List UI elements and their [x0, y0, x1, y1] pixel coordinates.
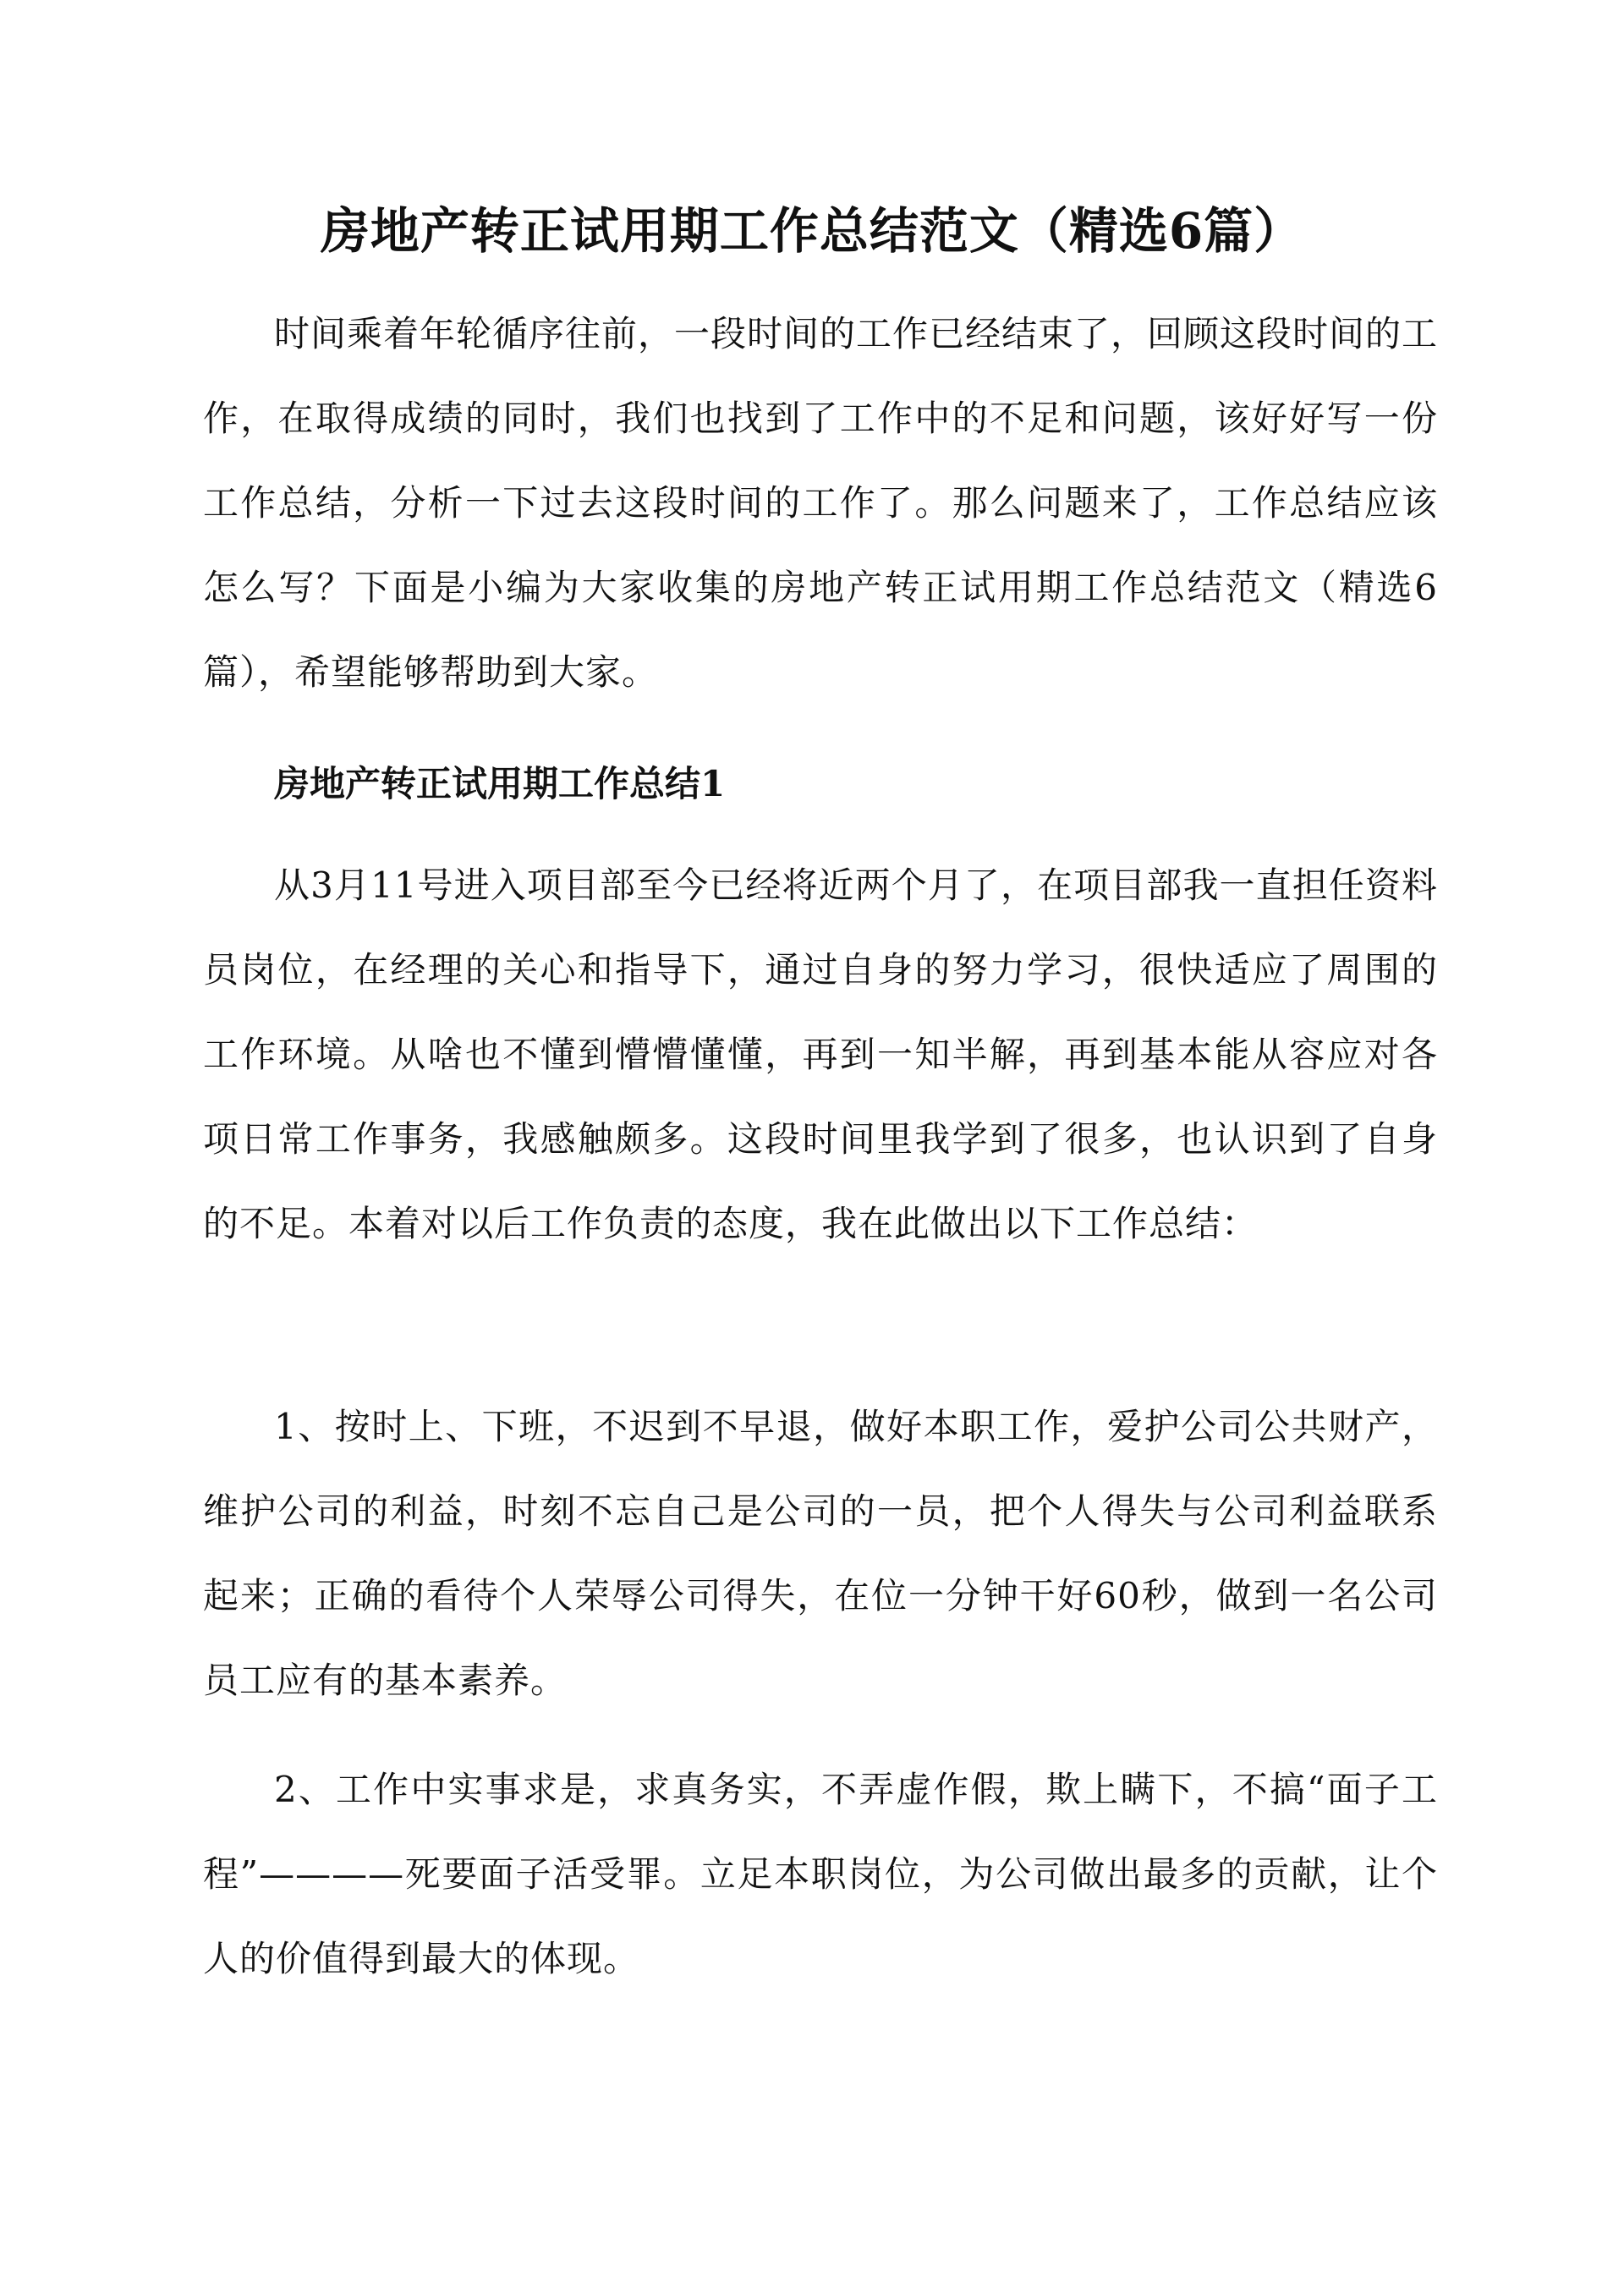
body-paragraph-1: 从3月11号进入项目部至今已经将近两个月了，在项目部我一直担任资料员岗位，在经理的关心和指导下，通过自身的努力学习，很快适应了周围的工作环境。从啥也不懂到懵懵懂懂，再到一知半解，再到基本能从容应对各项日常工作事务，我感触颇多。这段时间里我学到了很多，也认识到了自身的不足。本着对以后工作负责的态度，我在此做出以下工作总结： — [203, 864, 1438, 1244]
intro-paragraph: 时间乘着年轮循序往前，一段时间的工作已经结束了，回顾这段时间的工作，在取得成绩的同时，我们也找到了工作中的不足和问题，该好好写一份工作总结，分析一下过去这段时间的工作了。那么问题来了，工作总结应该怎么写？下面是小编为大家收集的房地产转正试用期工作总结范文（精选6篇），希望能够帮助到大家。 — [203, 313, 1439, 693]
section-heading: 房地产转正试用期工作总结1 — [274, 763, 726, 804]
body-paragraph-2: 1、按时上、下班，不迟到不早退，做好本职工作，爱护公司公共财产，维护公司的利益，时刻不忘自己是公司的一员，把个人得失与公司利益联系起来；正确的看待个人荣辱公司得失，在位一分钟干好60秒，做到一名公司员工应有的基本素养。 — [203, 1406, 1438, 1701]
body-paragraph-3: 2、工作中实事求是，求真务实，不弄虚作假，欺上瞒下，不搞“面子工程”————死要面子活受罪。立足本职岗位，为公司做出最多的贡献，让个人的价值得到最大的体现。 — [203, 1769, 1438, 1979]
document-title: 房地产转正试用期工作总结范文（精选6篇） — [320, 202, 1304, 260]
